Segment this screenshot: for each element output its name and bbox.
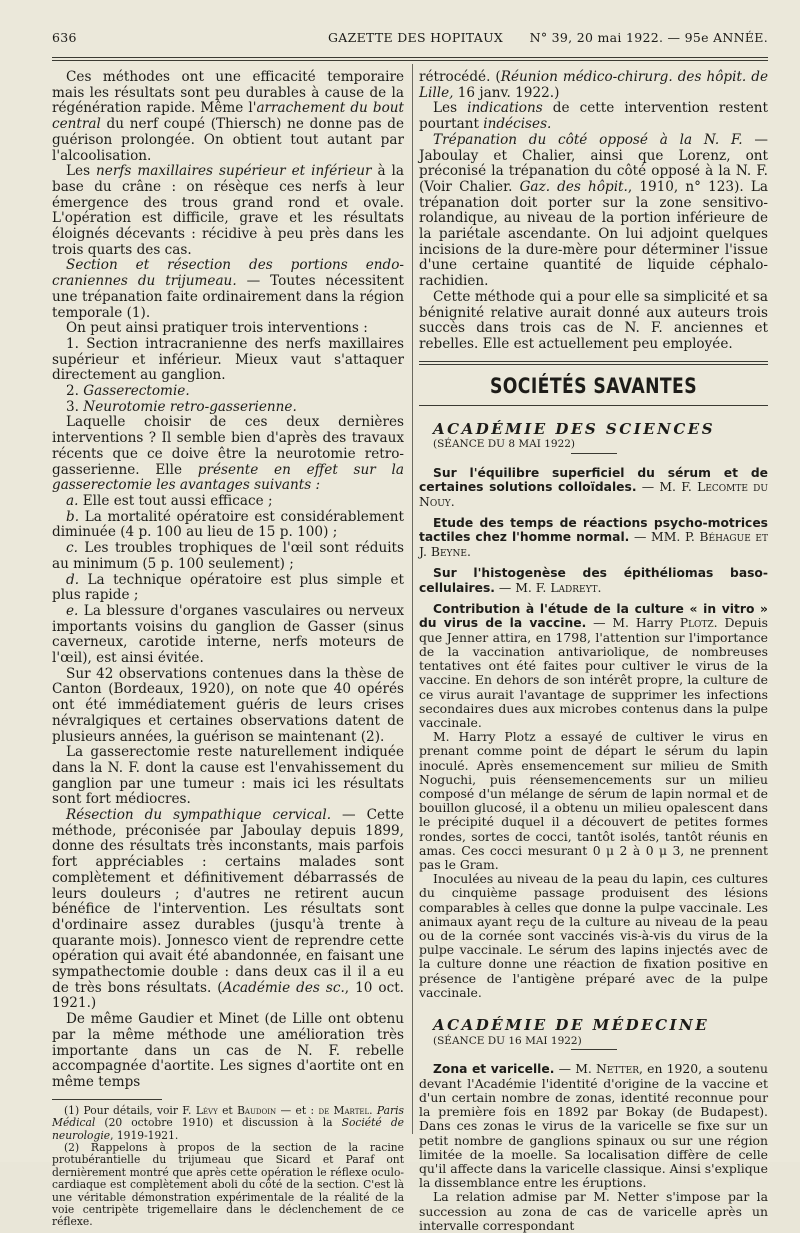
paragraph: De même Gaudier et Minet (de Lille ont obtenu par la même méthode une amélioration très importante dans un cas de N. F. rebelle accompagnée d'aortite. Les signes d'aortite ont en même temps (52, 1011, 404, 1090)
short-rule (571, 1049, 617, 1050)
column-divider (412, 64, 413, 1134)
paragraph: Ces méthodes ont une efficacité temporaire mais les résultats sont peu durables à cause de la régénération rapide. Même l'arrachement du bout central du nerf coupé (Thiersch) ne donne pas de guérison prolongée. On obtient tout autant par l'alcoolisation. (52, 69, 404, 164)
paragraph: La gasserectomie reste naturellement indiquée dans la N. F. dont la cause est l'envahissement du ganglion par une tumeur : mais ici les résultats sont fort médiocres. (52, 744, 404, 808)
running-head (52, 30, 768, 52)
section-rule (419, 364, 768, 365)
academy-heading: ACADÉMIE DE MÉDECINE (433, 1016, 710, 1034)
section-rule (419, 405, 768, 406)
paragraph: Inoculées au niveau de la peau du lapin, ces cultures du cinquième passage produisent des lésions comparables à celles que donne la pulpe vaccinale. Les animaux ayant reçu de la culture au niveau de la peau ou de la cornée sont vaccinés vis-à-vis du virus de la pulpe vaccinale. Le sérum des lapins injectés avec de la culture donne une réaction de fixation positive en présence de l'antigène préparé avec de la pulpe vaccinale. (419, 871, 768, 1000)
section-title: SOCIÉTÉS SAVANTES (489, 373, 698, 398)
list-item: b. La mortalité opératoire est considérablement diminuée (4 p. 100 au lieu de 15 p. 100) ; (52, 508, 404, 541)
paragraph: 2. Gasserectomie. (66, 383, 190, 400)
list-item: d. La technique opératoire est plus simple et plus rapide ; (52, 571, 404, 604)
issue-info: N° 39, 20 mai 1922. — 95e ANNÉE. (529, 30, 768, 45)
academy-sciences-entries (419, 466, 768, 1000)
short-rule (571, 453, 617, 454)
header-rule-double (52, 60, 768, 61)
paragraph: Les nerfs maxillaires supérieur et inférieur à la base du crâne : on résèque ces nerfs à leur émergence des trous grand rond et ovale. L'opération est difficile, grave et les résultats éloignés décevants : récidive à peu près dans les trois quarts des cas. (52, 163, 404, 258)
section-rule (419, 361, 768, 362)
list-item: c. Les troubles trophiques de l'œil sont réduits au minimum (5 p. 100 seulement) ; (52, 540, 404, 572)
right-column (419, 70, 768, 1233)
footnote-2: (2) Rappelons à propos de la section de la racine protubérantielle du trijumeau que Sicard et Paraf ont dernièrement montré que après cette opération le réflexe oculo-cardiaque est complètement aboli du côté de la section. C'est là une véritable démonstration expérimentale de la réalité de la voie centripète trigemellaire dans le déclenchement de ce réflexe. (52, 1140, 404, 1229)
footnotes (52, 1105, 404, 1229)
paragraph: Sur 42 observations contenues dans la thèse de Canton (Bordeaux, 1920), on note que 40 opérés ont été immédiatement guéris de leurs crises névralgiques et certaines observations datent de plusieurs années, la guérison se maintenant (2). (52, 665, 404, 745)
journal-title: GAZETTE DES HOPITAUX (328, 30, 504, 45)
paragraph: 1. Section intracranienne des nerfs maxillaires supérieur et inférieur. Mieux vaut s'attaquer directement au ganglion. (52, 335, 404, 384)
left-column (52, 70, 404, 1229)
paragraph: Laquelle choisir de ces deux dernières interventions ? Il semble bien d'après des travaux récents que ce doive être la neurotomie retro-gasserienne. Elle présente en effet sur la gasserectomie les avantages suivants : (52, 414, 405, 494)
paragraph: La relation admise par M. Netter s'impose par la succession au zona de cas de varicelle après un intervalle correspondant (419, 1189, 768, 1233)
paragraph: rétrocédé. (Réunion médico-chirurg. des hôpit. de Lille, 16 janv. 1922.) (419, 69, 769, 101)
paragraph: Section et résection des portions endo-craniennes du trijumeau. — Toutes nécessitent une trépanation faite ordinairement dans la région temporale (1). (52, 257, 404, 321)
entry: Sur l'équilibre superficiel du sérum et de certaines solutions colloïdales. — M. F. Lecomte du Nouy. (419, 466, 768, 509)
academy-heading: ACADÉMIE DES SCIENCES (433, 419, 716, 438)
session-date: (SÉANCE DU 16 MAI 1922) (433, 1034, 582, 1047)
paragraph: M. Harry Plotz a essayé de cultiver le virus en prenant comme point de départ le sérum du lapin inoculé. Après ensemencement sur milieu de Smith Noguchi, puis réensemencements sur un milieu composé d'un mélange de sérum de lapin normal et de bouillon glucosé, il a obtenu un milieu opalescent dans le précipité duquel il a découvert de petites formes rondes, sortes de cocci, tantôt isolés, tantôt réunis en amas. Ces cocci mesurant 0 μ 2 à 0 μ 3, ne prennent pas le Gram. (419, 729, 768, 872)
academy-medecine-entries (419, 1062, 768, 1233)
footnote-rule (52, 1099, 162, 1100)
entry: Sur l'histogenèse des épithéliomas baso-cellulaires. — M. F. Ladreyt. (419, 566, 768, 595)
page-number: 636 (52, 30, 77, 45)
session-date: (SÉANCE DU 8 MAI 1922) (433, 438, 576, 451)
paragraph: On peut ainsi pratiquer trois interventions : (66, 320, 368, 337)
footnote-1: (1) Pour détails, voir F. Lévy et Baudoin — et : de Martel. Paris Médical (20 octobre 1910) et discussion à la Société de neurologie, 1919-1921. (52, 1103, 404, 1142)
entry: Etude des temps de réactions psycho-motrices tactiles chez l'homme normal. — MM. P. Béhague et J. Beyne. (419, 516, 768, 559)
paragraph: Cette méthode qui a pour elle sa simplicité et sa bénignité relative aurait donné aux auteurs trois succès dans trois cas de N. F. anciennes et rebelles. Elle est actuellement peu employée. (419, 288, 768, 352)
list-item: e. La blessure d'organes vasculaires ou nerveux importants voisins du ganglion de Gasser (sinus caverneux, carotide interne, nerfs moteurs de l'œil), est ainsi évitée. (52, 602, 404, 667)
header-rule (52, 57, 768, 58)
list-item: a. Elle est tout aussi efficace ; (66, 492, 273, 509)
paragraph: Trépanation du côté opposé à la N. F. — Jaboulay et Chalier, ainsi que Lorenz, ont préconisé la trépanation du côté opposé à la N. F. (Voir Chalier. Gaz. des hôpit., 1910, n° 123). La trépanation doit porter sur la zone sensitivo-rolandique, au niveau de la portion inférieure de la pariétale ascendante. On lui adjoint quelques incisions de la dure-mère pour déterminer l'issue d'une certaine quantité de liquide céphalo-rachidien. (419, 131, 768, 290)
entry: Zona et varicelle. — M. Netter, en 1920, a soutenu devant l'Académie l'identité d'origine de la vaccine et d'un certain nombre de zonas, identité reconnue pour la première fois en 1892 par Bokay (de Budapest). Dans ces zonas le virus de la varicelle se fixe sur un petit nombre de ganglions spinaux ou sur une région limitée de la moelle. Sa localisation diffère de celle qu'il affecte dans la varicelle classique. Ainsi s'explique la dissemblance entre les éruptions. (419, 1061, 768, 1191)
paragraph: Résection du sympathique cervical. — Cette méthode, préconisée par Jaboulay depuis 1899, donne des résultats très inconstants, mais parfois fort appréciables : certains malades sont complètement et définitivement débarrassés de leurs douleurs ; d'autres ne retirent aucun bénéfice de l'intervention. Les résultats sont d'ordinaire assez durables (jusqu'à trente à quarante mois). Jonnesco vient de reprendre cette opération qui avait été abandonnée, en faisant une sympathectomie double : dans deux cas il il a eu de très bons résultats. (Académie des sc., 10 oct. 1921.) (52, 807, 405, 1012)
paragraph: Les indications de cette intervention restent pourtant indécises. (419, 100, 768, 133)
paragraph: 3. Neurotomie retro-gasserienne. (66, 398, 297, 415)
entry: Contribution à l'étude de la culture « in vitro » du virus de la vaccine. — M. Harry Plotz. Depuis que Jenner attira, en 1798, l'attention sur l'importance de la vaccination antivariolique, de nombreuses tentatives ont été faites pour cultiver le virus de la vaccine. En dehors de son intérêt propre, la culture de ce virus aurait l'avantage de supprimer les infections secondaires dues aux microbes contenus dans la pulpe vaccinale. (419, 601, 768, 730)
